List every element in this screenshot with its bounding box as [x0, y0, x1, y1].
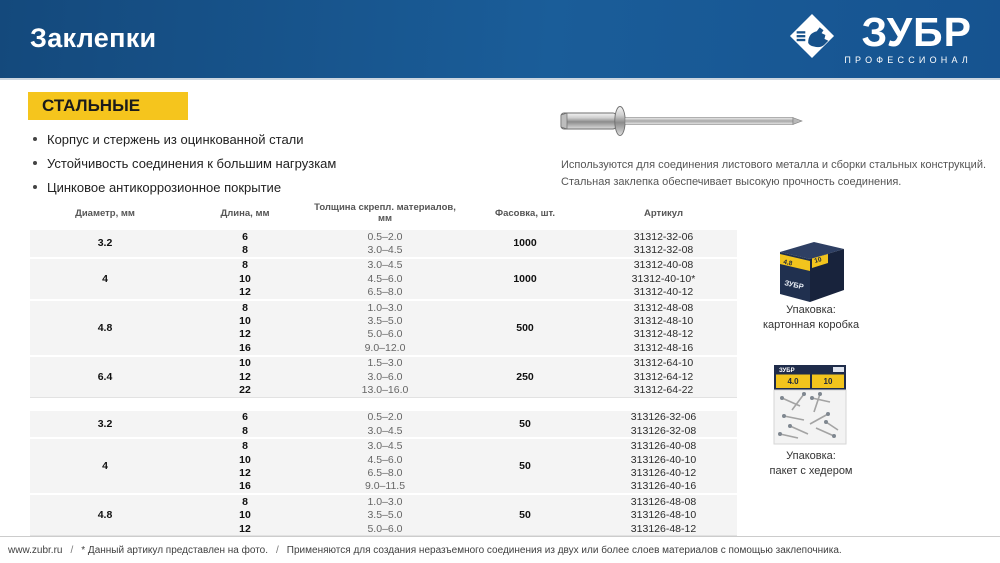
cell-sku: 31312-48-10 [590, 314, 737, 327]
cell-thickness: 9.0–12.0 [310, 341, 460, 355]
cell-sku: 313126-40-16 [590, 480, 737, 494]
cell-thickness: 3.5–5.0 [310, 508, 460, 521]
footnote-usage: Применяются для создания неразъемного соединения из двух или более слоев материалов с помощью заклепочника. [286, 545, 842, 556]
cell-sku: 31312-64-10 [590, 356, 737, 370]
cell-packing: 50 [460, 410, 590, 439]
bullet-icon [33, 161, 37, 165]
cell-thickness: 4.5–6.0 [310, 453, 460, 466]
cell-packing: 1000 [460, 258, 590, 300]
cell-length: 12 [180, 286, 310, 300]
bag-caption-line1: Упаковка: [786, 450, 836, 462]
cell-length: 12 [180, 522, 310, 536]
column-header: Диаметр, мм [30, 200, 180, 229]
cell-thickness: 0.5–2.0 [310, 229, 460, 243]
feature-text: Устойчивость соединения к большим нагрузкам [47, 155, 337, 171]
cell-length: 6 [180, 229, 310, 243]
cell-sku: 313126-40-12 [590, 466, 737, 479]
cell-thickness: 3.0–4.5 [310, 424, 460, 438]
cell-length: 8 [180, 243, 310, 257]
spec-table [30, 200, 737, 536]
blind-rivet-illustration [558, 99, 808, 152]
cell-packing: 50 [460, 438, 590, 494]
cell-thickness: 9.0–11.5 [310, 480, 460, 494]
cell-sku: 313126-48-08 [590, 494, 737, 508]
bag-qty-label: 10 [823, 377, 833, 386]
cell-thickness: 3.5–5.0 [310, 314, 460, 327]
cell-sku: 31312-32-08 [590, 243, 737, 257]
header-bag-illustration [770, 364, 850, 451]
footer-separator: / [276, 545, 279, 556]
cell-length: 6 [180, 410, 310, 424]
cell-sku: 31312-40-10* [590, 272, 737, 285]
cell-sku: 31312-32-06 [590, 229, 737, 243]
cell-packing: 1000 [460, 229, 590, 258]
brand-logo [789, 9, 972, 65]
column-header: Артикул [590, 200, 737, 229]
cell-sku: 31312-40-08 [590, 258, 737, 272]
cell-packing: 250 [460, 356, 590, 398]
cell-diameter: 4 [30, 438, 180, 494]
cell-length: 12 [180, 466, 310, 479]
cell-sku: 313126-48-10 [590, 508, 737, 521]
cell-length: 8 [180, 258, 310, 272]
cell-length: 8 [180, 300, 310, 314]
cell-length: 12 [180, 370, 310, 383]
category-badge: СТАЛЬНЫЕ [28, 92, 188, 120]
site-url: www.zubr.ru [8, 545, 63, 556]
table-row [30, 300, 737, 314]
cell-diameter: 3.2 [30, 410, 180, 439]
description-line: Используются для соединения листового металла и сборки стальных конструкций. [561, 159, 987, 171]
column-header: Фасовка, шт. [460, 200, 590, 229]
cardboard-box-illustration [768, 238, 852, 309]
cell-length: 10 [180, 356, 310, 370]
feature-text: Корпус и стержень из оцинкованной стали [47, 131, 304, 147]
feature-item [33, 151, 336, 175]
cell-thickness: 6.5–8.0 [310, 286, 460, 300]
cell-thickness: 3.0–6.0 [310, 370, 460, 383]
cell-sku: 31312-48-12 [590, 328, 737, 341]
footer-separator: / [70, 545, 74, 556]
cell-thickness: 3.0–4.5 [310, 243, 460, 257]
column-header: Длина, мм [180, 200, 310, 229]
cell-sku: 313126-32-08 [590, 424, 737, 438]
cell-sku: 313126-48-12 [590, 522, 737, 536]
bullet-icon [33, 185, 37, 189]
box-size-label: 4.8 [782, 258, 793, 268]
column-header: Толщина скрепл. материалов, мм [310, 200, 460, 229]
cell-sku: 31312-40-12 [590, 286, 737, 300]
cell-thickness: 6.5–8.0 [310, 466, 460, 479]
cell-thickness: 5.0–6.0 [310, 328, 460, 341]
cell-diameter: 4.8 [30, 494, 180, 536]
bag-caption [726, 449, 896, 479]
cell-length: 8 [180, 438, 310, 452]
cell-thickness: 3.0–4.5 [310, 438, 460, 452]
table-row [30, 229, 737, 243]
cell-sku: 31312-64-12 [590, 370, 737, 383]
cell-length: 10 [180, 314, 310, 327]
page-title: Заклепки [30, 23, 157, 53]
cell-sku: 313126-40-08 [590, 438, 737, 452]
feature-item [33, 175, 336, 199]
cell-length: 10 [180, 453, 310, 466]
box-qty-label: 10 [813, 256, 823, 265]
bag-caption-line2: пакет с хедером [769, 464, 853, 477]
cell-thickness: 1.0–3.0 [310, 494, 460, 508]
cell-sku: 31312-64-22 [590, 383, 737, 397]
cell-diameter: 6.4 [30, 356, 180, 398]
cell-length: 10 [180, 272, 310, 285]
feature-list [33, 127, 336, 199]
table-row [30, 494, 737, 508]
section-gap [30, 398, 737, 409]
bag-brand-label: ЗУБР [779, 368, 795, 374]
cell-thickness: 1.0–3.0 [310, 300, 460, 314]
cell-thickness: 0.5–2.0 [310, 410, 460, 424]
box-caption-line2: картонная коробка [762, 318, 860, 331]
cell-sku: 313126-32-06 [590, 410, 737, 424]
brand-name: ЗУБР [861, 9, 972, 55]
feature-item [33, 127, 336, 151]
cell-length: 16 [180, 480, 310, 494]
table-row [30, 410, 737, 424]
table-row [30, 438, 737, 452]
bison-diamond-icon [789, 13, 835, 64]
cell-length: 8 [180, 424, 310, 438]
header-bar [0, 0, 1000, 80]
box-brand-label: ЗУБР [783, 278, 805, 292]
box-caption [726, 303, 896, 333]
cell-thickness: 4.5–6.0 [310, 272, 460, 285]
cell-packing: 500 [460, 300, 590, 356]
table-row [30, 258, 737, 272]
cell-packing: 50 [460, 494, 590, 536]
cell-thickness: 1.5–3.0 [310, 356, 460, 370]
cell-length: 12 [180, 328, 310, 341]
cell-thickness: 5.0–6.0 [310, 522, 460, 536]
cell-sku: 313126-40-10 [590, 453, 737, 466]
footnote-photo: * Данный артикул представлен на фото. [81, 545, 269, 556]
cell-thickness: 13.0–16.0 [310, 383, 460, 397]
product-description [561, 157, 991, 190]
description-line: Стальная заклепка обеспечивает высокую прочность соединения. [561, 175, 902, 188]
spec-table-section [30, 200, 737, 398]
box-caption-line1: Упаковка: [786, 304, 836, 316]
cell-thickness: 3.0–4.5 [310, 258, 460, 272]
cell-sku: 31312-48-08 [590, 300, 737, 314]
brand-subtitle: ПРОФЕССИОНАЛ [844, 54, 972, 65]
cell-sku: 31312-48-16 [590, 341, 737, 355]
cell-length: 8 [180, 494, 310, 508]
cell-length: 10 [180, 508, 310, 521]
cell-diameter: 3.2 [30, 229, 180, 258]
cell-length: 16 [180, 341, 310, 355]
spec-table-section [30, 409, 737, 537]
brand-text [844, 9, 972, 65]
column-header-row [30, 200, 737, 229]
cell-diameter: 4 [30, 258, 180, 300]
bag-size-label: 4.0 [787, 377, 799, 386]
cell-diameter: 4.8 [30, 300, 180, 356]
footer [0, 536, 1000, 556]
feature-text: Цинковое антикоррозионное покрытие [47, 179, 282, 195]
table-row [30, 356, 737, 370]
cell-length: 22 [180, 383, 310, 397]
bullet-icon [33, 137, 37, 141]
